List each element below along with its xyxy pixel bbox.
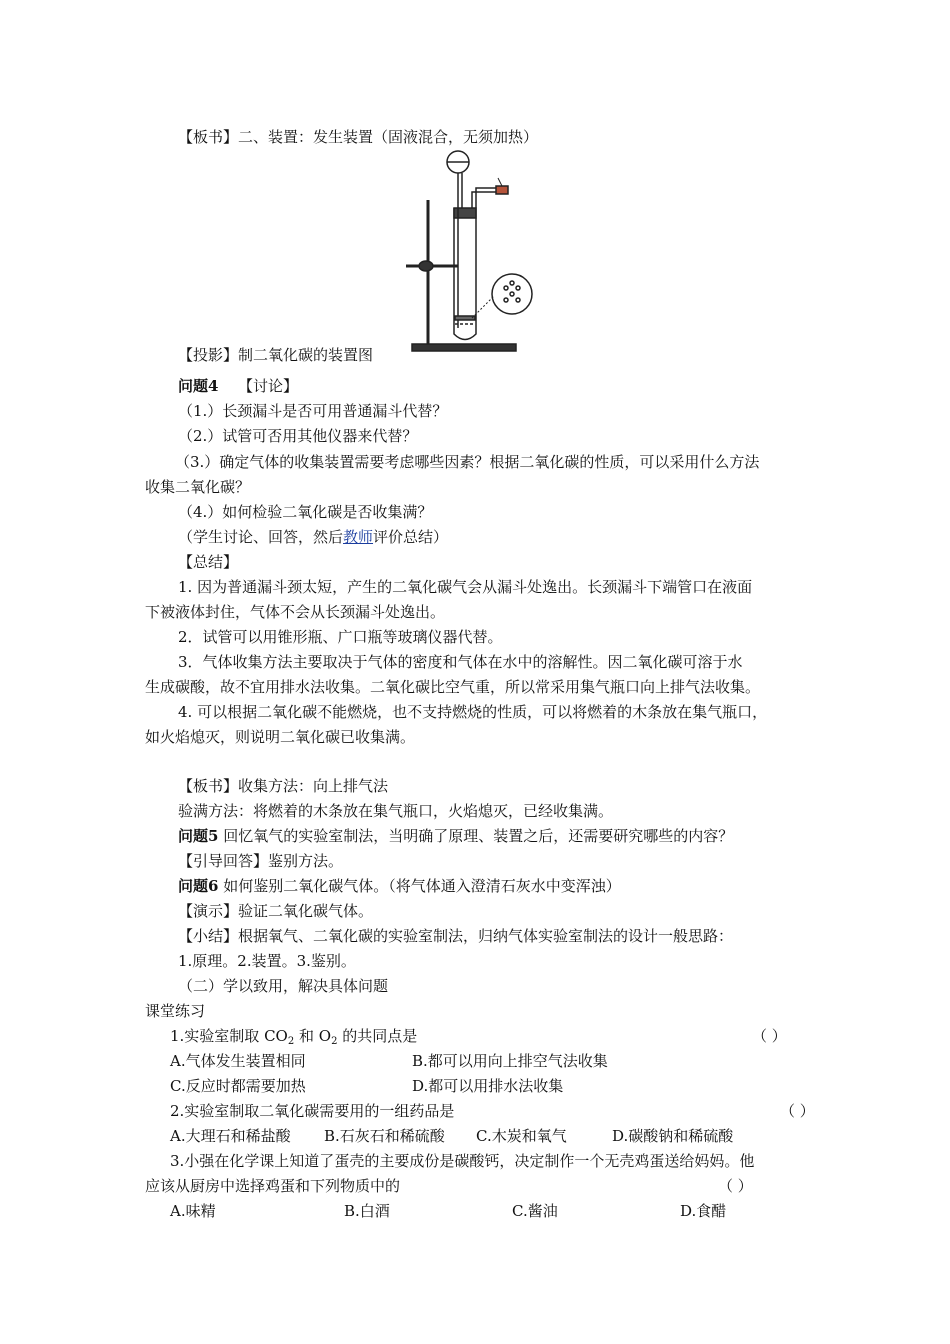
option-c: C.酱油 [512,1202,558,1220]
stand-base [412,344,516,351]
discussion-note: （学生讨论、回答，然后教师评价总结） [178,528,449,546]
question-4-label: 问题4 [178,377,219,395]
q4-item: （2.）试管可否用其他仪器来代替？ [178,427,418,445]
answer-bracket: （ ） [780,1102,815,1120]
option-d: D.食醋 [680,1202,727,1220]
projection-note: 【投影】制二氧化碳的装置图 [178,346,374,364]
option-b: B.都可以用向上排空气法收集 [412,1052,608,1070]
option-c: C.木炭和氧气 [476,1127,567,1145]
summary-line: 生成碳酸，故不宜用排水法收集。二氧化碳比空气重，所以常采用集气瓶口向上排气法收集。 [145,678,761,696]
method-steps: 1.原理。2.装置。3.鉴别。 [178,952,356,970]
co2-apparatus-diagram [398,148,546,358]
question-4-tag: 【讨论】 [238,377,299,395]
summary-title: 【总结】 [178,553,239,571]
question-6-label: 问题6 [178,877,219,895]
option-a: A.大理石和稀盐酸 [170,1127,291,1145]
guide-answer: 【引导回答】鉴别方法。 [178,852,344,870]
option-d: D.碳酸钠和稀硫酸 [612,1127,734,1145]
answer-bracket: （ ） [718,1177,753,1195]
answer-bracket: （ ） [752,1027,787,1045]
question-5-label: 问题5 [178,827,219,845]
option-a: A.味精 [170,1202,216,1220]
option-b: B.白酒 [344,1202,390,1220]
question-6: 问题6 如何鉴别二氧化碳气体。（将气体通入澄清石灰水中变浑浊） [178,877,621,895]
summary-line: 如火焰熄灭，则说明二氧化碳已收集满。 [145,728,416,746]
exercise-3-question: 3.小强在化学课上知道了蛋壳的主要成份是碳酸钙，决定制作一个无壳鸡蛋送给妈妈。他 [170,1152,755,1170]
teacher-link[interactable]: 教师 [343,528,374,546]
board-note-collection: 【板书】收集方法：向上排气法 [178,777,389,795]
demo-note: 【演示】验证二氧化碳气体。 [178,902,374,920]
exercise-3-question-cont: 应该从厨房中选择鸡蛋和下列物质中的 [145,1177,401,1195]
clamp-knob [419,261,433,271]
q4-item: （1.）长颈漏斗是否可用普通漏斗代替？ [178,402,448,420]
option-d: D.都可以用排水法收集 [412,1077,564,1095]
exercise-1-question: 1.实验室制取 $CO_2$ 和 $O_2$ 的共同点是 [170,1027,418,1047]
summary-line: 下被液体封住，气体不会从长颈漏斗处逸出。 [145,603,446,621]
exercise-2-question: 2.实验室制取二氧化碳需要用的一组药品是 [170,1102,455,1120]
conclusion-note: 【小结】根据氧气、二氧化碳的实验室制法，归纳气体实验室制法的设计一般思路： [178,927,734,945]
exercise-title: 课堂练习 [145,1002,206,1020]
question-5: 问题5 回忆氧气的实验室制法，当明确了原理、装置之后，还需要研究哪些的内容？ [178,827,734,845]
board-note-apparatus: 【板书】二、装置：发生装置（固液混合，无须加热） [178,128,539,146]
option-c: C.反应时都需要加热 [170,1077,306,1095]
option-b: B.石灰石和稀硫酸 [324,1127,445,1145]
part-two-heading: （二）学以致用，解决具体问题 [178,977,389,995]
summary-line: 2．试管可以用锥形瓶、广口瓶等玻璃仪器代替。 [178,628,503,646]
summary-line: 4. 可以根据二氧化碳不能燃烧，也不支持燃烧的性质，可以将燃着的木条放在集气瓶口， [178,703,768,721]
plate-detail-circle [492,274,532,314]
q4-item: （4.）如何检验二氧化碳是否收集满？ [178,503,433,521]
q4-item: （3.）确定气体的收集装置需要考虑哪些因素？根据二氧化碳的性质，可以采用什么方法 [175,453,760,471]
q4-item: 收集二氧化碳？ [145,478,251,496]
option-a: A.气体发生装置相同 [170,1052,306,1070]
summary-line: 3．气体收集方法主要取决于气体的密度和气体在水中的溶解性。因二氧化碳可溶于水 [178,653,743,671]
full-check-method: 验满方法：将燃着的木条放在集气瓶口，火焰熄灭，已经收集满。 [178,802,614,820]
question-4-heading [178,376,298,396]
summary-line: 1. 因为普通漏斗颈太短，产生的二氧化碳气会从漏斗处逸出。长颈漏斗下端管口在液面 [178,578,753,596]
rubber-connector [496,186,508,194]
